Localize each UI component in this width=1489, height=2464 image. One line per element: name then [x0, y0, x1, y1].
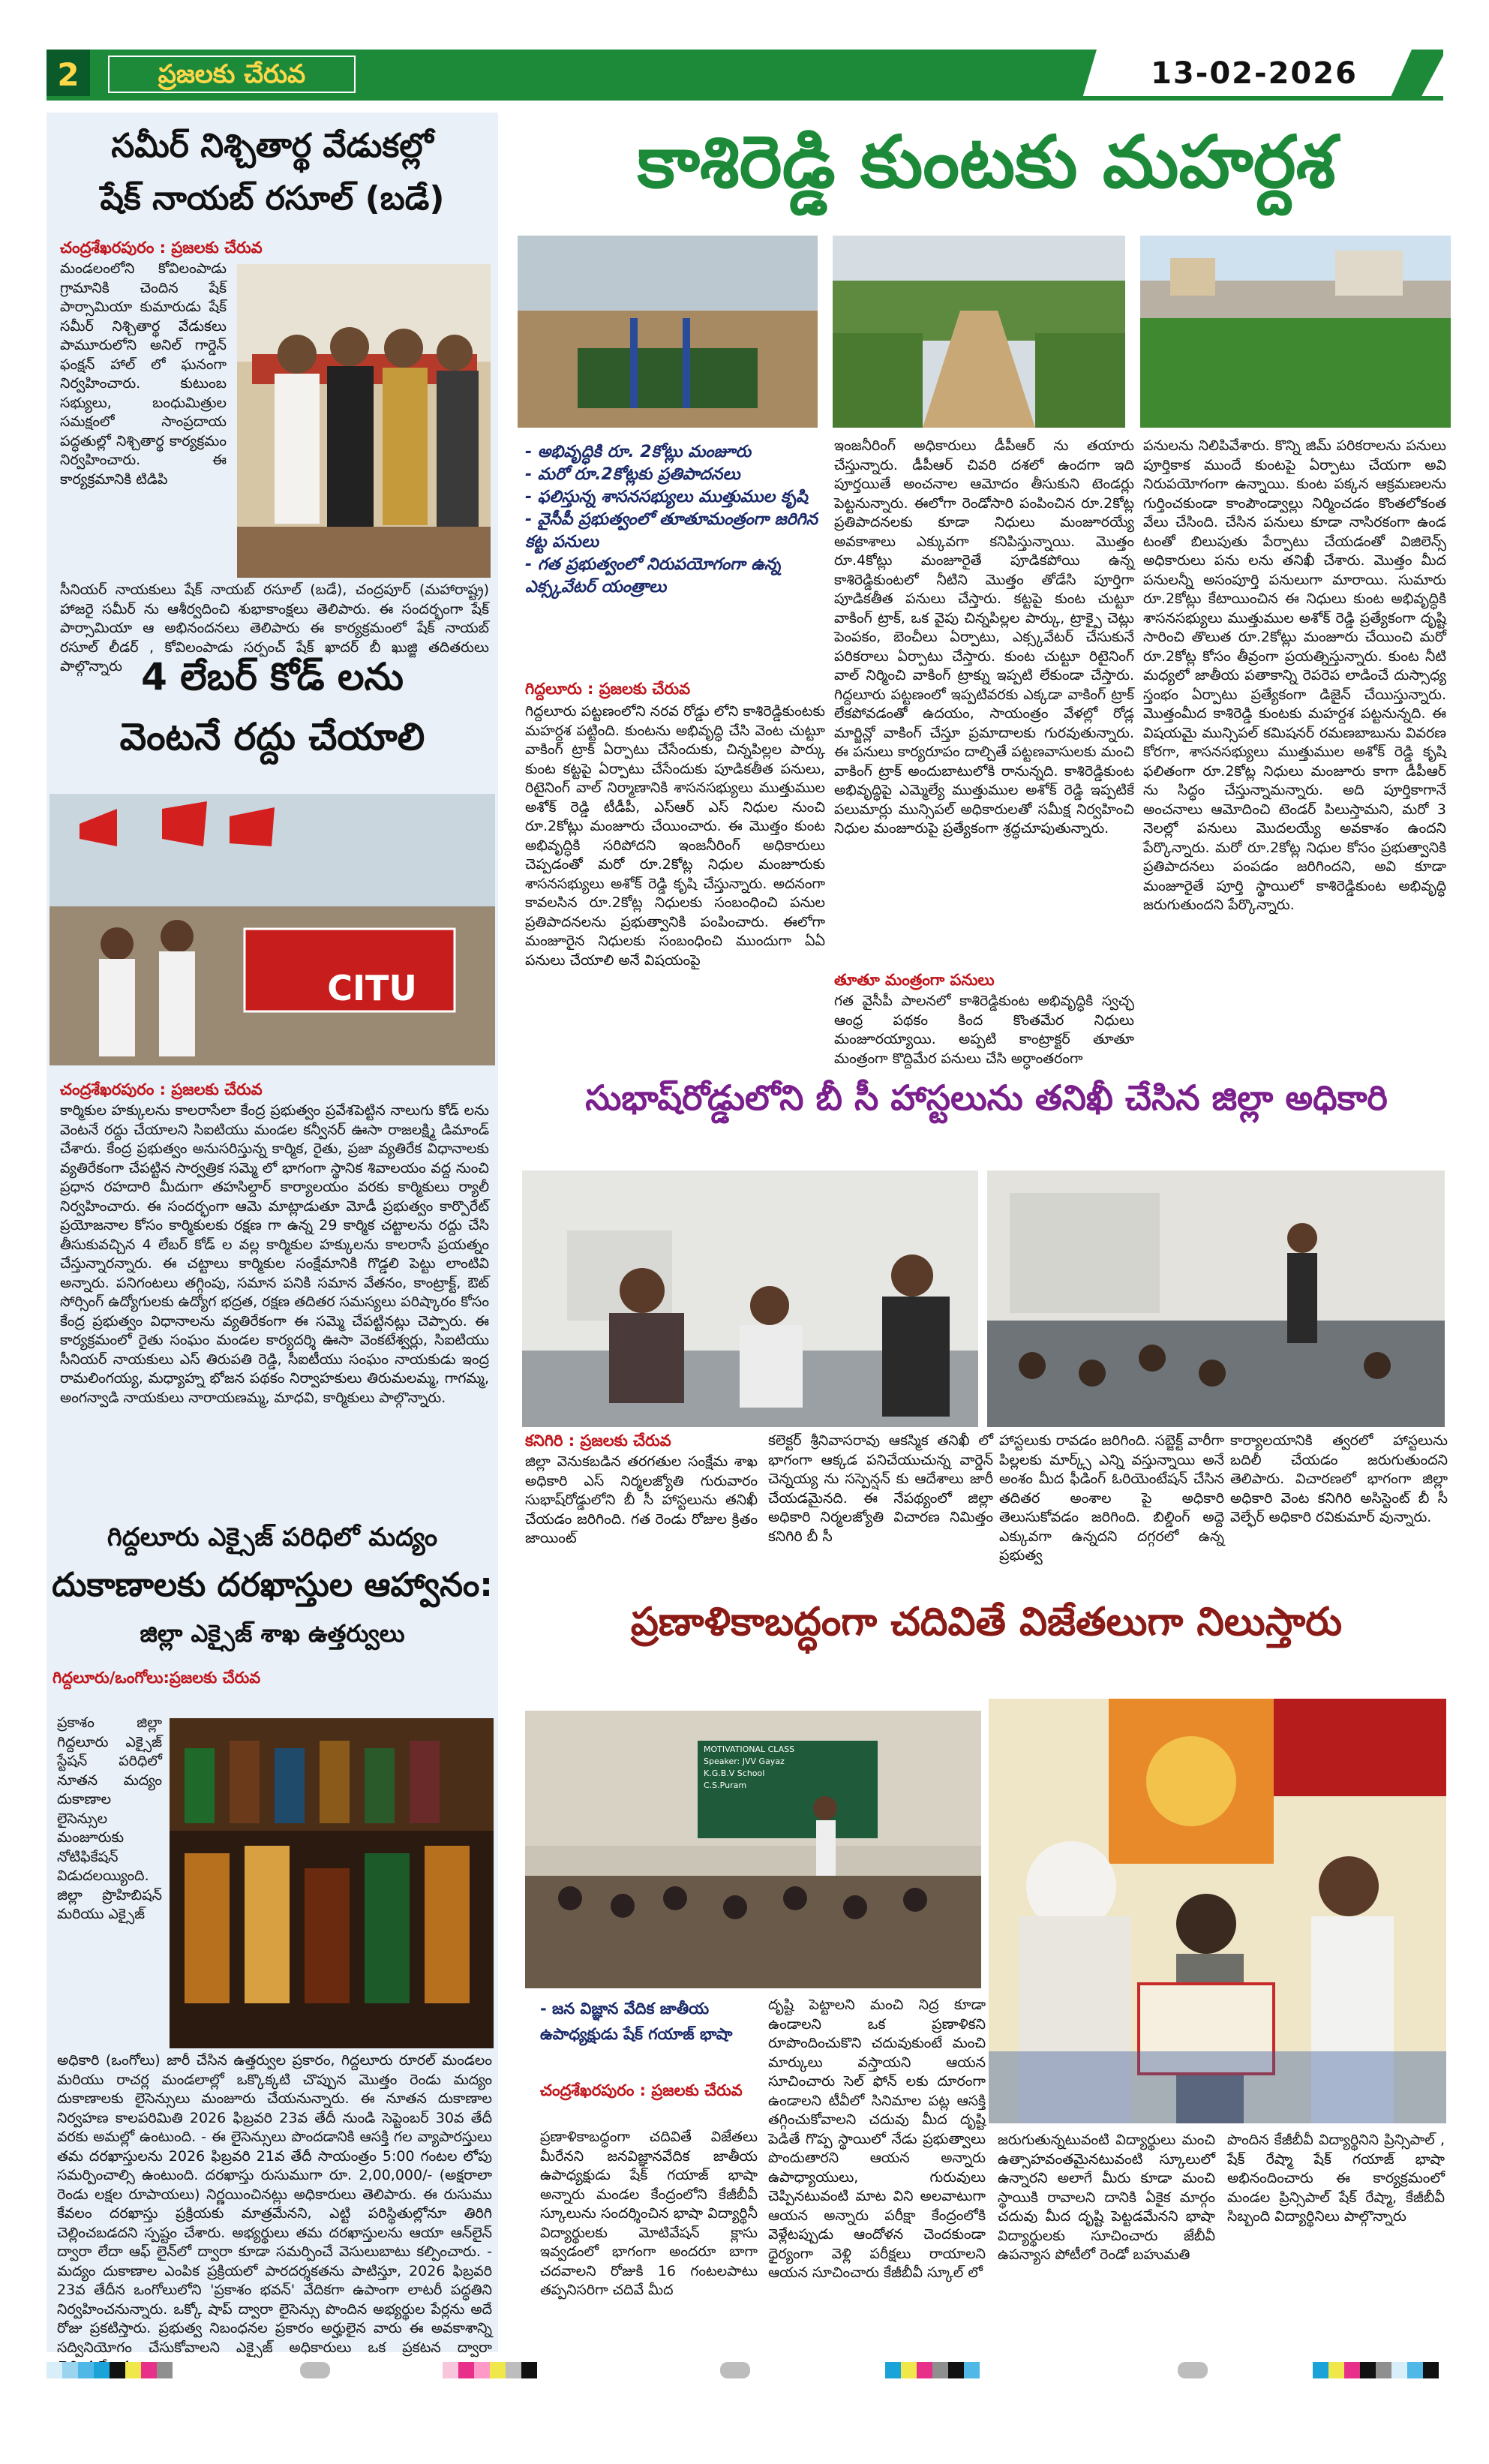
liquor-bottles-photo [170, 1718, 494, 2048]
school-col2: దృష్టి పెట్టాలని మంచి నిద్ర కూడా ఉండాలని ఒక ప్రణాళికని రూపొందించుకొని చదువుకుంటే మంచి మార్కులు వస్తాయని ఆయన సూచించారు సెల్ ఫోన్ లకు దూరంగా ఉండాలని టీవీలో సినిమాల పట్ల ఆసక్తి తగ్గించుకోవాలని చదువు మీద దృష్టి పెడితే గొప్ప స్థాయిలో నేడు ప్రభుత్వాలు పొందుతారని ఆయన అన్నారు ఉపాధ్యాయులు, గురువులు చెప్పినటువంటి మాట విని అలవాటుగా ఆయన అన్నారు పరీక్షా కేంద్రంలోకి వెళ్లేటప్పుడు ఆందోళన చెందకుండా ధైర్యంగా వెళ్లి పరీక్షలు రాయాలని ఆయన సూచించారు కేజీబీవీ స్కూల్ లో [768, 1997, 986, 2281]
school-dateline: చంద్రశేఖరపురం : ప్రజలకు చేరువ [540, 2081, 743, 2099]
lead-photo-1 [518, 236, 818, 428]
school-col4: పొందిన కేజీబీవీ విద్యార్థినిని ప్రిన్సిపాల్ , షేక్ రేష్మా షేక్ గయాజ్ భాషా అభినందించారు ఈ కార్యక్రమంలో మండల ప్రిన్సిపాల్ షేక్ రేష్మా, కేజీబీవీ సిబ్బంది విద్యార్థినిలు పాల్గొన్నారు [1227, 2132, 1445, 2225]
lead-photo-2 [833, 236, 1125, 428]
lead-bullets [525, 441, 825, 666]
lead-col2-body-a: ఇంజనీరింగ్ అధికారులు డీపీఆర్ ను తయారు చేస్తున్నారు. డీపీఆర్ చివరి దశలో ఉందగా ఇది పూర్తయితే అంచనాల ఆమోదం తీసుకుని టెండర్లు పెట్టనున్నారు. ఈలోగా రెండోసారి పంపించిన రూ.2కోట్ల ప్రతిపాదనలకు కూడా నిధులు మంజూరయ్యే అవకాశాలు ఎక్కువగా కనిపిస్తున్నాయి. మొత్తం రూ.4కోట్లు మంజూరైతే పూడికపోయి ఉన్న కాశిరెడ్డికుంటలో నీటిని మొత్తం తోడేసి పూర్తిగా పూడికతీత పనులు చేస్తారు. కట్టపై కుంట చుట్టూ వాకింగ్ ట్రాక్, ఒక వైపు చిన్నపిల్లల పార్కు, ట్రాక్పై చెట్లు పెంపకం, బెంచీలు ఏర్పాటు, ఎక్స్కవేటర్ చేసుకునే పరికరాలు ఏర్పాటు చేస్తారు. కుంట చుట్టూ రిటైనింగ్ వాల్ నిర్మించి వాకింగ్ ట్రాక్ను ఇప్పటి లేకుండా చేస్తారు. గిద్దలూరు పట్టణంలో ఇప్పటివరకు ఎక్కడా వాకింగ్ ట్రాక్ లేకపోవడంతో ఉదయం, సాయంత్రం వేళల్లో రోడ్ల మార్జిన్లో వాకింగ్ చేస్తూ ప్రమాదాలకు గురవుతున్నారు. ఈ పనులు కార్యరూపం దాల్చితే పట్టణవాసులకు మంచి వాకింగ్ ట్రాక్ అందుబాటులోకి రానున్నది. కాశిరెడ్డికుంట అభివృద్ధిపై ఎమ్మెల్యే ముత్తుముల అశోక్ రెడ్డి ఇప్పటికే పలుమార్లు మున్సిపల్ అధికారులతో సమీక్ష నిర్వహించి నిధుల మంజూరుపై ప్రత్యేకంగా శ్రద్ధచూపుతున్నారు. [834, 437, 1134, 837]
lead-photo-3-art [1140, 236, 1451, 428]
paper-name-box [108, 56, 356, 93]
hostel-col2: కలెక్టర్ శ్రీనివాసరావు ఆకస్మిక తనిఖీ లో భాగంగా ఆక్కడ పనిచేయుచున్న వార్డెన్ చెన్నయ్య ను సస్పెన్షన్ కు ఆదేశాలు జారీ చేయడమైనది. ఈ నేపథ్యంలో జిల్లా అధికారి నిర్మలజ్యోతి విచారణ నిమిత్తం కనిగిరి బీ సీ [768, 1432, 993, 1545]
bullet-item: - అభివృద్ధికి రూ. 2కోట్లు మంజూరు [525, 443, 752, 461]
story2-body: కార్మికుల హక్కులను కాలరాసేలా కేంద్ర ప్రభుత్వం ప్రవేశపెట్టిన నాలుగు కోడ్ లను వెంటనే రద్దు చేయాలని సిఐటియు మండల కన్వీనర్ ఊసా రాజలక్ష్మి డిమాండ్ చేశారు. కేంద్ర ప్రభుత్వం అనుసరిస్తున్న కార్మిక, రైతు, ప్రజా వ్యతిరేక విధానాలకు వ్యతిరేకంగా చేపట్టిన సార్వత్రిక సమ్మె లో భాగంగా స్థానిక శివాలయం వద్ద నుంచి ప్రధాన రహదారి మీదుగా తహసిల్దార్ కార్యాలయం వరకు కార్మికులు ర్యాలీ నిర్వహించారు. ఈ సందర్భంగా ఆమె మాట్లాడుతూ మోడీ ప్రభుత్వం కార్పొరేట్ ప్రయోజనాల కోసం కార్మికులకు రక్షణ గా ఉన్న 29 కార్మిక చట్టాలను రద్దు చేసి తీసుకువచ్చిన 4 లేబర్ కోడ్ ల వల్ల కార్మికుల హక్కులను కాలరాసే ప్రయత్నం చేస్తున్నారన్నారు. ఈ చట్టాలు కార్మికుల సంక్షేమానికి గొడ్డలి పెట్టు లాంటివి అన్నారు. పనిగంటలు తగ్గింపు, సమాన పనికి సమాన వేతనం, కాంట్రాక్ట్, ఔట్ సోర్సింగ్ ఉద్యోగులకు ఉద్యోగ భద్రత, రక్షణ తదితర సమస్యలు పరిష్కారం కోసం కేంద్ర ప్రభుత్వం విధానాలను వ్యతిరేకంగా ఈ సమ్మె చేపట్టినట్లు చెప్పారు. ఈ కార్యక్రమంలో రైతు సంఘం మండల కార్యదర్శి ఊసా వెంకటేశ్వర్లు, సిఐటియు సీనియర్ నాయకులు ఎస్ తిరుపతి రెడ్డి, సీఐటీయు సంఘం నాయకుడు ఇంద్ర రామలింగయ్య, మధ్యాహ్న భోజన పథకం నిర్వాహకులు తిరుమలమ్మ, గాగమ్మ, అంగన్వాడి నాయకులు నారాయణమ్మ, మాధవి, కార్మికులు పాల్గొన్నారు. [60, 1102, 489, 1406]
story2-headline: 4 లేబర్ కోడ్ లను వెంటనే రద్దు చేయాలి [119, 655, 425, 759]
story2-dateline: చంద్రశేఖరపురం : ప్రజలకు చేరువ [60, 1080, 263, 1098]
page-number: 2 [57, 56, 80, 93]
issue-date: 13-02-2026 [1151, 56, 1358, 91]
hostel-photo-2 [987, 1170, 1445, 1427]
citu-banner-text: CITU [327, 968, 417, 1008]
paper-name: ప్రజలకు చేరువ [158, 59, 306, 89]
color-strip-left [47, 2362, 173, 2378]
wedding-photo-art [237, 264, 491, 578]
hostel-dateline: కనిగిరి : ప్రజలకు చేరువ [525, 1432, 671, 1450]
color-strip-right [1313, 2362, 1439, 2378]
color-strip-mid-2 [443, 2362, 537, 2378]
school-col3: జరుగుతున్నటువంటి విద్యార్థులు మంచి ఉత్సాహవంతమైనటువంటి స్కూలులో ఉన్నారని అలాగే మీరు కూడా మంచి స్థాయికి రావాలని దానికి ఏకైక మార్గం చదువు మీద దృష్టి పెట్టడమేనని భాషా విద్యార్థులకు సూచించారు జేబీవీ ఉపన్యాస పోటీలో రెండో బహుమతి [998, 2132, 1215, 2263]
bullet-item: - గత ప్రభుత్వంలో నిరుపయోగంగా ఉన్న ఎక్స్కవేటర్ యంత్రాలు [525, 555, 781, 596]
hostel-photo-2-art [987, 1170, 1445, 1427]
color-strip-mid-4 [885, 2362, 980, 2378]
award-photo [989, 1699, 1446, 2123]
story1-dateline: చంద్రశేఖరపురం : ప్రజలకు చేరువ [60, 239, 263, 257]
lead-headline: కాశిరెడ్డి కుంటకు మహర్దశ [637, 120, 1336, 204]
lead-dateline: గిద్దలూరు : ప్రజలకు చేరువ [525, 680, 691, 698]
story3-body-wrap: ప్రకాశం జిల్లా గిద్దలూరు ఎక్సైజ్ స్టేషన్ పరిధిలో నూతన మద్యం దుకాణాల లైసెన్సుల మంజూరుకు నోటిఫికేషన్ విడుదలయ్యింది. జిల్లా ప్రొహిబిషన్ మరియు ఎక్సైజ్ [57, 1714, 162, 1922]
citu-rally-photo [50, 794, 495, 1065]
lead-subhead: తూతూ మంత్రంగా పనులు [834, 971, 995, 989]
school-headline: ప్రణాళికాబద్ధంగా చదివితే విజేతలుగా నిలుస్తారు [630, 1600, 1343, 1645]
story1-body-wrap: మండలంలోని కోవిలంపాడు గ్రామానికి చెందిన షేక్ పార్సామియా కుమారుడు షేక్ సమీర్ నిశ్చితార్థ వేడుకలు పామూరులోని అనిల్ గార్డెన్ ఫంక్షన్ హాల్ లో ఘనంగా నిర్వహించారు. కుటుంబ సభ్యులు, బంధుమిత్రుల సమక్షంలో సాంప్రదాయ పద్ధతుల్లో నిశ్చితార్థ కార్యక్రమం నిర్వహించారు. ఈ కార్యక్రమానికి టిడిపి [60, 260, 227, 488]
story1-body-full: సీనియర్ నాయకులు షేక్ నాయబ్ రసూల్ (బడే), చంద్రపూర్ (మహారాష్ట్ర) హాజరై సమీర్ ను ఆశీర్వదించి శుభాకాంక్షలు తెలిపారు. ఈ సందర్భంగా షేక్ పార్సామియా ఆ అభినందనలు తెలిపారు ఈ కార్యక్రమంలో షేక్ నాయబ్ రసూల్ లీడర్ , కోవిలంపాడు సర్పంచ్ షేక్ ఖాదర్ బీ ఖుజ్జి తదితరులు పాల్గొన్నారు [60, 581, 489, 675]
bullet-item: - వైసీపీ ప్రభుత్వంలో తూతూమంత్రంగా జరిగిన కట్ట పనులు [525, 510, 818, 551]
bullet-item: - మరో రూ.2కోట్లకు ప్రతిపాదనలు [525, 465, 740, 484]
lead-col3-body: పనులను నిలిపివేశారు. కొన్ని జిమ్ పరికరాలను పనులు పూర్తికాక ముందే కుంటపై ఏర్పాటు చేయగా అవి నిరుపయోగంగా ఉన్నాయి. కుంట పక్కన ఆక్రమణలను గుర్తించకుండా కాంపౌండ్వాల్లు నిర్మించడం కొంతలోకంత వేలు చేసింది. చేసిన పనులు కూడా నాసిరకంగా ఉండ టంతో బిలుపుతు పేర్పాటు చేయడంతో విజిలెన్స్ అధికారులు పను లను తనిఖీ చేశారు. మొత్తం మీద పనులన్నీ అసంపూర్తి పనులుగా మారాయి. సుమారు రూ.2కోట్లు కేటాయించిన ఈ నిధులు కుంట అభివృద్ధికి శాసనసభ్యులు ముత్తుముల అశోక్ రెడ్డి ప్రత్యేకంగా దృష్టి సారించి తొలుత రూ.2కోట్లు మంజూరు చేయించి మరో రూ.2కోట్ల కోసం తీవ్రంగా ప్రయత్నిస్తున్నారు. కుంట నీటి మధ్యలో జాతీయ పతాకాన్ని రెపరెప లాడించే దుస్సాధ్య స్తంభం ఏర్పాటు ప్రత్యేకంగా డిజైన్ చేయిస్తున్నారు. మొత్తంమీద కాశిరెడ్డి కుంటకు మహర్దశ పట్టనున్నది. ఈ విషయమై మున్సిపల్ కమిషనర్ రమణబాబును వివరణ కోరగా, శాసనసభ్యులు ముత్తుముల అశోక్ రెడ్డి కృషి ఫలితంగా రూ.2కోట్ల నిధులు మంజూరు కాగా డీపీఆర్ ను సిద్ధం చేస్తున్నామన్నారు. అది పూర్తికాగానే అంచనాలు ఆమోదించి టెండర్ పిలుస్తామని, మరో 3 నెలల్లో పనులు మొదలయ్యే అవకాశం ఉందని పేర్కొన్నారు. మరో రూ.2కోట్ల నిధుల కోసం ప్రభుత్వానికి ప్రతిపాదనలు పంపడం జరిగిందని, అవి కూడా మంజూరైతే పూర్తి స్థాయిలో కాశిరెడ్డికుంట అభివృద్ధి జరుగుతుందని పేర్కొన్నారు. [1143, 437, 1446, 913]
color-strip-mid-1 [300, 2362, 330, 2378]
classroom-photo [525, 1711, 981, 1988]
lead-col2-body-b: గత వైసీపీ పాలనలో కాశిరెడ్డికుంట అభివృద్ధికి స్వచ్ఛ ఆంధ్ర పథకం కింద కొంతమేర నిధులు మంజూరయ్యాయి. అప్పటి కాంట్రాక్టర్ తూతూ మంత్రంగా కొద్దిమేర పనులు చేసి అర్ధాంతరంగా [834, 993, 1134, 1067]
lead-photo-1-art [518, 236, 818, 428]
lead-photo-3 [1140, 236, 1451, 428]
lead-col1-body: గిద్దలూరు పట్టణంలోని నరవ రోడ్డు లోని కాశిరెడ్డికుంటకు మహర్దశ పట్టింది. కుంటను అభివృద్ధి చేసి వెంట చుట్టూ వాకింగ్ ట్రాక్ ఏర్పాటు చేసేందుకు, చిన్నపిల్లల పార్కు కుంట కట్టపై ఏర్పాటు చేసేందుకు పూడికతీత పనులు, రిటైనింగ్ వాల్ నిర్మాణానికి శాసనసభ్యులు ముత్తుముల అశోక్ రెడ్డి టీడీపీ, ఎస్ఆర్ ఎస్ నిధుల నుంచి రూ.2కోట్లు మంజూరు చేయించారు. ఈ మొత్తం కుంట అభివృద్ధికి సరిపోదని ఇంజనీరింగ్ అధికారులు చెప్పడంతో మరో రూ.2కోట్ల నిధుల మంజూరుకు శాసనసభ్యులు అశోక్ రెడ్డి కృషి చేస్తున్నారు. అదనంగా కావలసిన రూ.2కోట్ల నిధులకు సంబంధించి పనుల ప్రతిపాదనలను ప్రభుత్వానికి పంపించారు. ఈలోగా మంజూరైన నిధులకు సంబంధించి ముందుగా ఏఏ పనులు చేయాలి అనే విషయంపై [525, 703, 825, 969]
award-photo-art [989, 1699, 1446, 2123]
hostel-col3: హాస్టలుకు రావడం జరిగింది. సబ్జెక్ట్ వారీగా పిల్లలకు మార్క్స్ ఎన్ని వస్తున్నాయి అనే అంశం మీద ఫీడింగ్ ఓరియెంటేషన్ చేసిన తదితర అంశాల పై అధికారి తెలుసుకోవడం జరిగింది. బిల్డింగ్ అద్దె ఎక్కువగా ఉన్నదని దగ్గరలో ఉన్న ప్రభుత్వ [999, 1432, 1224, 1564]
citu-rally-art [50, 794, 495, 1065]
color-strip-mid-5 [1178, 2362, 1208, 2378]
bullet-item: - ఫలిస్తున్న శాసనసభ్యులు ముత్తుముల కృషి [525, 488, 808, 506]
color-strip-mid-3 [720, 2362, 750, 2378]
wedding-photo [237, 264, 491, 578]
story3-body-full: అధికారి (ఒంగోలు) జారీ చేసిన ఉత్తర్వుల ప్రకారం, గిద్దలూరు రూరల్ మండలం మరియు రాచర్ల మండలాల్లో ఒక్కొక్కటి చొప్పున మొత్తం రెండు మద్యం దుకాణాలకు లైసెన్సులు మంజూరు చేయనున్నారు. ఈ నూతన దుకాణాల నిర్వహణ కాలపరిమితి 2026 ఫిబ్రవరి 23వ తేదీ నుండి సెప్టెంబర్ 30వ తేదీ వరకు అమల్లో ఉంటుంది. - ఈ లైసెన్సులు పొందడానికి ఆసక్తి గల వ్యాపారస్తులు తమ దరఖాస్తులను 2026 ఫిబ్రవరి 21వ తేదీ సాయంత్రం 5:00 గంటల లోపు సమర్పించాల్సి ఉంటుంది. దరఖాస్తు రుసుముగా రూ. 2,00,000/- (అక్షరాలా రెండు లక్షల రూపాయలు) నిర్ణయించినట్లు అధికారులు తెలిపారు. ఈ రుసుము కేవలం దరఖాస్తు ప్రక్రియకు మాత్రమేనని, ఎట్టి పరిస్థితుల్లోనూ తిరిగి చెల్లించబడదని స్పష్టం చేశారు. అభ్యర్థులు తమ దరఖాస్తులను ఆయా ఆన్‌లైన్ ద్వారా లేదా ఆఫ్ లైన్‌లో ద్వారా కూడా సమర్పించే వెసులుబాటు కల్పించారు. - మద్యం దుకాణాల ఎంపిక ప్రక్రియలో పారదర్శకతను పాటిస్తూ, 2026 ఫిబ్రవరి 23వ తేదీన ఒంగోలులోని 'ప్రకాశం భవన్' వేదికగా ఉపాంగా లాటరీ పద్ధతిని నిర్వహించనున్నారు. ఒక్కో షాప్ ద్వారా లైసెన్సు పొందిన అభ్యర్థుల పేర్లను అదే రోజు ప్రకటిస్తారు. ప్రభుత్వ నిబంధనల ప్రకారం అర్హులైన వారు ఈ అవకాశాన్ని సద్వినియోగం చేసుకోవాలని ఎక్సైజ్ అధికారులు ఒక ప్రకటన ద్వారా [57, 2052, 492, 2356]
school-col1: ప్రణాళికాబద్ధంగా చదివితే విజేతలు మీరేనని జనవిజ్ఞానవేదిక జాతీయ ఉపాధ్యక్షుడు షేక్ గయాజ్ భాషా అన్నారు మండల కేంద్రంలోని కేజీబీవీ స్కూలును సందర్శించిన భాషా విద్యార్థినీ విద్యార్థులకు మోటివేషన్ క్లాసు ఇవ్వడంలో భాగంగా అందరూ బాగా చదవాలని రోజుకి 16 గంటలపాటు తప్పనిసరిగా చదివే మీద [540, 2129, 758, 2298]
hostel-col1: జిల్లా వెనుకబడిన తరగతుల సంక్షేమ శాఖ అధికారి ఎస్ నిర్మలజ్యోతి గురువారం సుభాష్‌రోడ్డులోని బీ సీ హాస్టలును తనిఖీ చేయడం జరిగింది. గత రెండు రోజుల క్రితం జాయింట్ [525, 1453, 758, 1546]
lead-photo-2-art [833, 236, 1125, 428]
masthead-bar [47, 50, 1443, 101]
hostel-photo-1 [522, 1170, 978, 1427]
story1-headline: సమీర్ నిశ్చితార్థ వేడుకల్లో షేక్ నాయబ్ రసూల్ (బడే) [100, 127, 445, 218]
hostel-photo-1-art [522, 1170, 978, 1427]
story3-dateline: గిద్దలూరు/ఒంగోలు:ప్రజలకు చేరువ [53, 1669, 261, 1687]
board-text: MOTIVATIONAL CLASS Speaker: JVV Gayaz K.G.B.V School C.S.Puram [704, 1744, 795, 1790]
story3-headline: గిద్దలూరు ఎక్సైజ్ పరిధిలో మద్యం దుకాణాలకు దరఖాస్తుల ఆహ్వానం: జిల్లా ఎక్సైజ్ శాఖ ఉత్తర్వులు [52, 1522, 493, 1648]
liquor-bottles-art [170, 1718, 494, 2048]
school-caption: - జన విజ్ఞాన వేదిక జాతీయ ఉపాధ్యక్షుడు షేక్ గయాజ్ భాషా [540, 2000, 733, 2043]
hostel-col4: కార్యాలయానికి త్వరలో హాస్టలును బదిలీ చేయడం జరుగుతుందని తెలిపారు. విచారణలో భాగంగా జిల్లా అధికారి వెంట కనిగిరి అసిస్టెంట్ బీ సీ వెల్ఫేర్ అధికారి రవికుమార్ వున్నారు. [1230, 1432, 1448, 1525]
hostel-headline: సుభాష్‌రోడ్డులోని బీ సీ హాస్టలును తనిఖీ చేసిన జిల్లా అధికారి [585, 1077, 1388, 1118]
